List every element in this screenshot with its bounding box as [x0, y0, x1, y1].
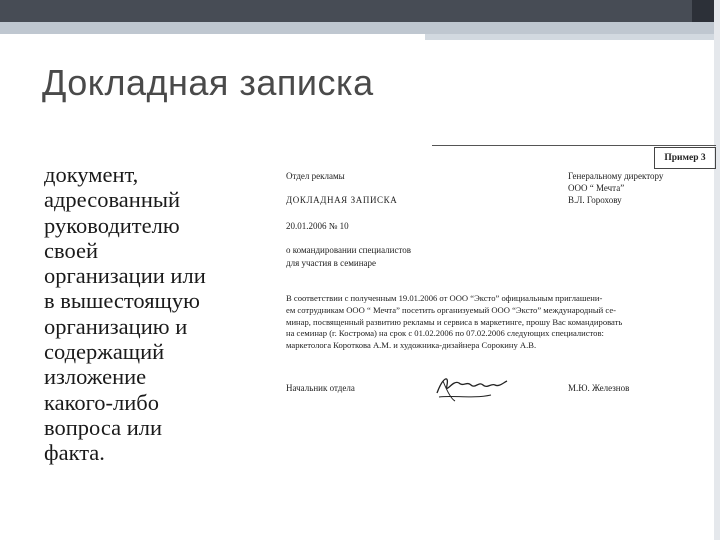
slide-title: Докладная записка — [42, 62, 374, 103]
addressee-line-1: Генеральному директору — [568, 171, 664, 181]
top-accent-bar — [0, 22, 720, 34]
top-accent-strip — [425, 34, 720, 40]
signer-title: Начальник отдела — [286, 383, 355, 393]
document-example — [280, 145, 716, 415]
sender-department: Отдел рекламы — [286, 171, 345, 181]
definition-text: документ, адресованный руководителю своей организации или в вышестоящую организацию и содержащий изложение какого-либо вопроса или факта. — [44, 162, 206, 466]
addressee-line-3: В.Л. Горохову — [568, 195, 622, 205]
example-label: Пример 3 — [654, 147, 716, 169]
date-number: 20.01.2006 № 10 — [286, 221, 349, 231]
top-bar — [0, 0, 720, 22]
addressee-line-2: ООО “ Мечта” — [568, 183, 625, 193]
document-top-rule — [432, 145, 716, 146]
signer-name: М.Ю. Железнов — [568, 383, 630, 393]
subject-line-1: о командировании специалистов — [286, 245, 412, 255]
subject-line-2: для участия в семинаре — [286, 258, 377, 268]
document-body-paragraph: В соответствии с полученным 19.01.2006 от ООО “Эксто” официальным приглашени- ем сотрудникам ООО “ Мечта” посетить организуемый ООО “Эксто” международный се- минар, посвященный развитию рекламы и сервиса в маркетинге, прошу Вас командировать на семинар (г. Кострома) на срок с 01.02.2006 по 07.02.2006 следующих специалистов: маркетолога Короткова А.М. и художника-дизайнера Сорокину А.В. — [286, 293, 623, 351]
signature-image — [433, 371, 509, 403]
document-type: ДОКЛАДНАЯ ЗАПИСКА — [286, 195, 398, 205]
